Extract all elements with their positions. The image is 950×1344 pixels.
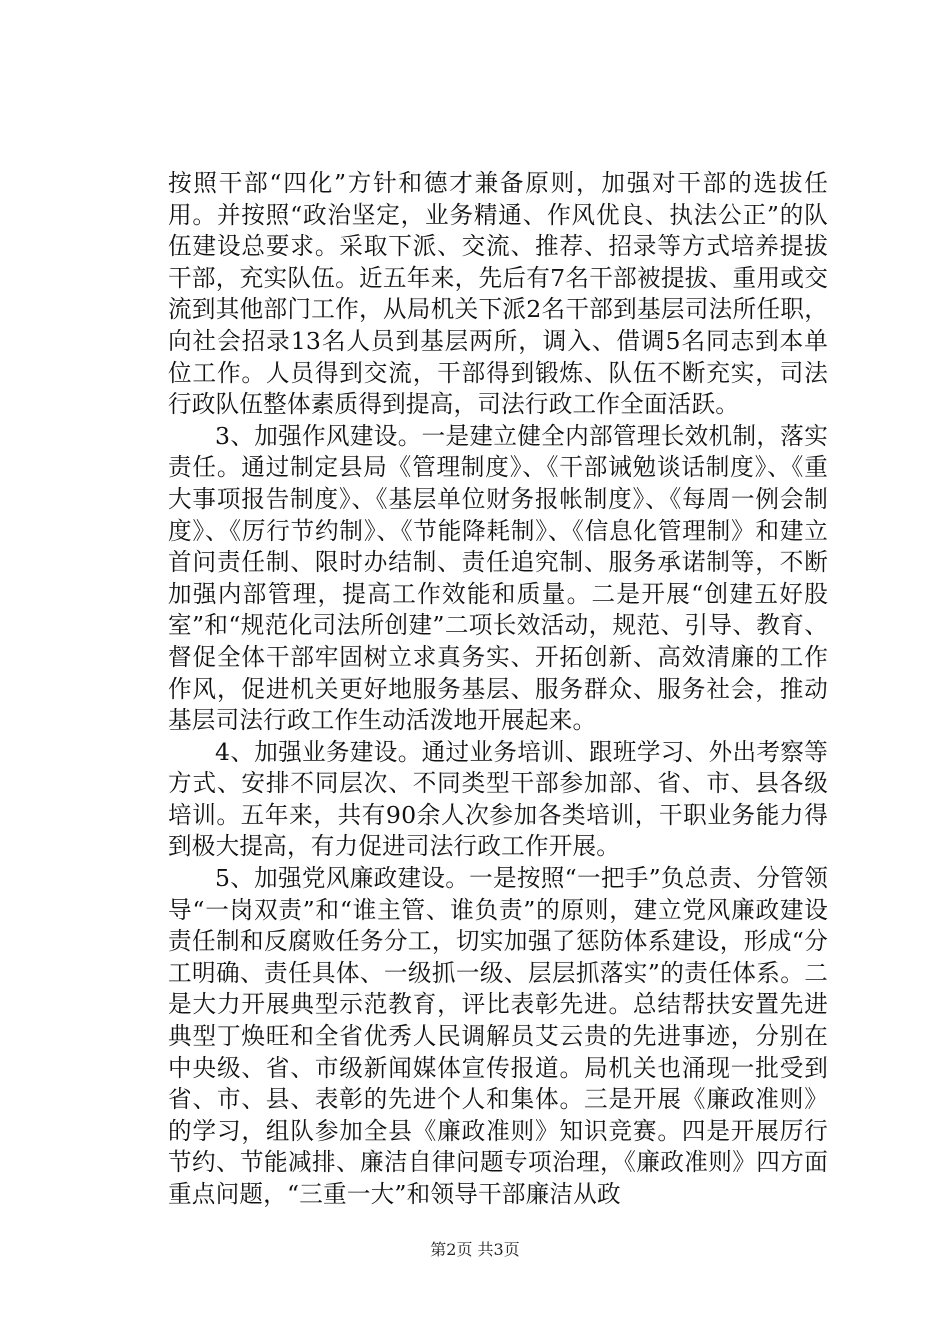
- paragraph-cadre-selection: 按照干部“四化”方针和德才兼备原则，加强对干部的选拔任用。并按照“政治坚定，业务精通、作风优良、执法公正”的队伍建设总要求。采取下派、交流、推荐、招录等方式培养提拔干部，充实队伍。近五年来，先后有7名干部被提拔、重用或交流到其他部门工作，从局机关下派2名干部到基层司法所任职，向社会招录13名人员到基层两所，调入、借调5名同志到本单位工作。人员得到交流，干部得到锻炼、队伍不断充实，司法行政队伍整体素质得到提高，司法行政工作全面活跃。: [168, 169, 828, 419]
- paragraph-integrity-building: 5、加强党风廉政建设。一是按照“一把手”负总责、分管领导“一岗双责”和“谁主管、谁负责”的原则，建立党风廉政建设责任制和反腐败任务分工，切实加强了惩防体系建设，形成“分工明确、责任具体、一级抓一级、层层抓落实”的责任体系。二是大力开展典型示范教育，评比表彰先进。总结帮扶安置先进典型丁焕旺和全省优秀人民调解员艾云贵的先进事迹，分别在中央级、省、市级新闻媒体宣传报道。局机关也涌现一批受到省、市、县、表彰的先进个人和集体。三是开展《廉政准则》的学习，组队参加全县《廉政准则》知识竞赛。四是开展厉行节约、节能减排、廉洁自律问题专项治理，《廉政准则》四方面重点问题，“三重一大”和领导干部廉洁从政: [168, 864, 828, 1208]
- paragraph-work-style: 3、加强作风建设。一是建立健全内部管理长效机制，落实责任。通过制定县局《管理制度》、《干部诫勉谈话制度》、《重大事项报告制度》、《基层单位财务报帐制度》、《每周一例会制度》、《厉行节约制》、《节能降耗制》、《信息化管理制》和建立首问责任制、限时办结制、责任追究制、服务承诺制等，不断加强内部管理，提高工作效能和质量。二是开展“创建五好股室”和“规范化司法所创建”二项长效活动，规范、引导、教育、督促全体干部牢固树立求真务实、开拓创新、高效清廉的工作作风，促进机关更好地服务基层、服务群众、服务社会，推动基层司法行政工作生动活泼地开展起来。: [168, 421, 828, 735]
- paragraph-business-building: 4、加强业务建设。通过业务培训、跟班学习、外出考察等方式、安排不同层次、不同类型干部参加部、省、市、县各级培训。五年来，共有90余人次参加各类培训，干职业务能力得到极大提高，有力促进司法行政工作开展。: [168, 737, 828, 861]
- document-body: [168, 168, 828, 1211]
- page-footer: 第2页 共3页: [430, 1240, 520, 1259]
